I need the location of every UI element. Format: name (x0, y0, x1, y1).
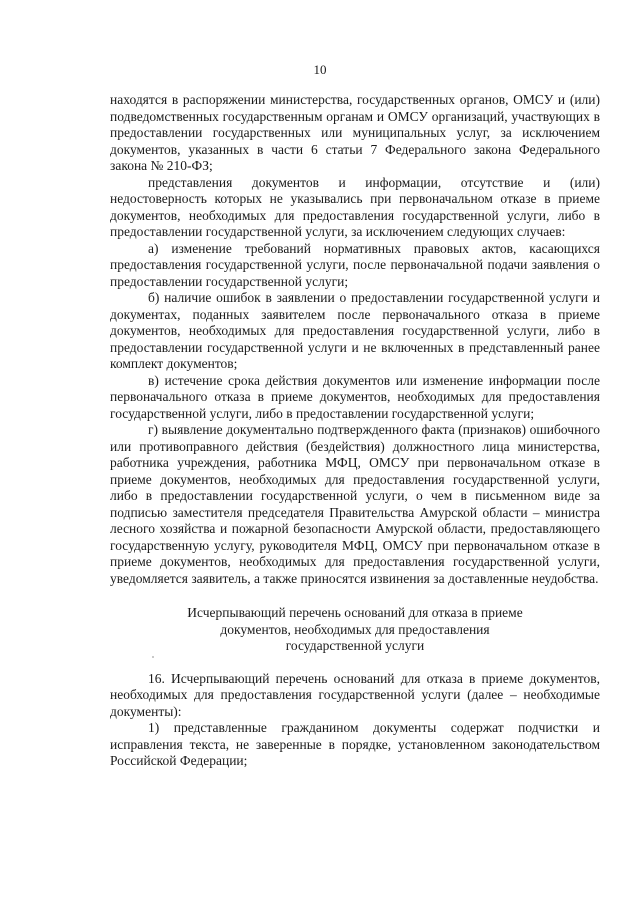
section-heading (110, 605, 600, 655)
paragraph-item-16: 16. Исчерпывающий перечень оснований для отказа в приеме документов, необходимых для предоставления государственной услуги (далее – необходимые документы): (110, 670, 600, 719)
section-heading-line-1: Исчерпывающий перечень оснований для отказа в приеме (187, 605, 523, 620)
paragraph-case-v: в) истечение срока действия документов или изменение информации после первоначального отказа в приеме документов, необходимых для предоставления государственной услуги, либо в предоставлении государственной услуги; (110, 372, 600, 421)
scan-speck (152, 656, 154, 658)
page-number: 10 (313, 62, 327, 77)
document-body (110, 92, 600, 770)
paragraph-case-a: а) изменение требований нормативных правовых актов, касающихся предоставления государственной услуги, после первоначальной подачи заявления о предоставлении государственной услуги; (110, 240, 600, 289)
paragraph-case-g: г) выявление документально подтвержденного факта (признаков) ошибочного или противоправного действия (бездействия) должностного лица министерства, работника учреждения, работника МФЦ, ОМСУ при первоначальном отказе в приеме документов, необходимых для предоставления государственной услуги, либо в предоставлении государственной услуги, о чем в письменном виде за подписью заместителя председателя Правительства Амурской области – министра лесного хозяйства и пожарной безопасности Амурской области, предоставляющего государственную услугу, руководителя МФЦ, ОМСУ при первоначальном отказе в приеме документов, необходимых для предоставления государственной услуги, уведомляется заявитель, а также приносятся извинения за доставленные неудобства. (110, 422, 600, 586)
section-heading-line-2: документов, необходимых для предоставления (220, 621, 490, 637)
paragraph-item-16-1: 1) представленные гражданином документы содержат подчистки и исправления текста, не заверенные в порядке, установленном законодательством Российской Федерации; (110, 720, 600, 768)
paragraph-documents-info: представления документов и информации, отсутствие и (или) недостоверность которых не указывались при первоначальном отказе в приеме документов, необходимых для предоставления государственной услуги, либо в предоставлении государственной услуги, за исключением следующих случаев: (110, 174, 600, 239)
paragraph-continuation: находятся в распоряжении министерства, государственных органов, ОМСУ и (или) подведомственных государственным органам и ОМСУ организаций, участвующих в предоставлении государственных или муниципальных услуг, за исключением документов, указанных в части 6 статьи 7 Федерального закона Федерального закона № 210-ФЗ; (110, 92, 600, 173)
section-heading-line-3: государственной услуги (285, 638, 425, 653)
paragraph-case-b: б) наличие ошибок в заявлении о предоставлении государственной услуги и документах, поданных заявителем после первоначального отказа в приеме документов, необходимых для предоставления государственной услуги, либо в предоставлении государственной услуги и не включенных в представленный ранее комплект документов; (110, 290, 600, 371)
